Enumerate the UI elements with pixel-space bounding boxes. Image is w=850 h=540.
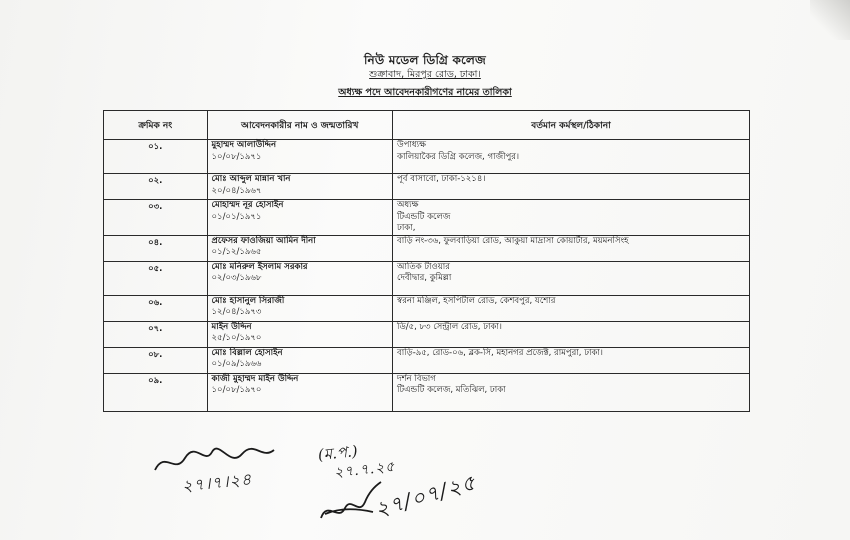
workplace-line: বাড়ি নং-৩৬, ফুলবাড়িয়া রোড, আকুয়া মাদ্রাসা কোয়ার্টার, ময়মনসিংহ bbox=[397, 235, 629, 246]
workplace-line: আতিক টাওয়ার bbox=[397, 261, 450, 272]
row-name-cell bbox=[207, 140, 392, 174]
list-title bbox=[0, 86, 850, 101]
signature-1-date: ২৭।৭।২৪ bbox=[181, 469, 254, 496]
workplace-line: বাড়ি-৯৫, রোড-০৬, ব্লক-সি, মহানগর প্রজেক্ট, রামপুরা, ঢাকা। bbox=[397, 347, 603, 358]
header-place: বর্তমান কর্মস্থল/ঠিকানা bbox=[393, 111, 750, 140]
table-row bbox=[104, 295, 750, 321]
workplace-line: পূর্ব বাসাবো, ঢাকা-১২১৪। bbox=[397, 174, 486, 184]
college-name: নিউ মডেল ডিগ্রি কলেজ bbox=[364, 53, 486, 67]
applicant-name: মোঃ মনিরুল ইসলাম সরকার bbox=[211, 261, 308, 272]
applicant-name: মোঃ বিল্লাল হোসাইন bbox=[211, 347, 283, 358]
applicant-dob: ২০/০৪/১৯৬৭ bbox=[211, 185, 262, 196]
applicant-name: মাইন উদ্দিন bbox=[211, 321, 252, 332]
applicant-dob: ০২/০৩/১৯৬৮ bbox=[211, 273, 262, 283]
table-row bbox=[104, 373, 750, 411]
row-serial: ০৩. bbox=[104, 200, 208, 236]
header-name: আবেদনকারীর নাম ও জন্মতারিখ bbox=[207, 111, 392, 140]
applicant-dob: ১২/০৪/১৯৭৩ bbox=[211, 307, 262, 317]
applicant-name: প্রফেসর ফাওজিয়া আমিন দীনা bbox=[211, 235, 316, 246]
row-serial: ০৫. bbox=[104, 261, 208, 295]
row-serial: ০৭. bbox=[104, 321, 208, 347]
applicant-dob: ২৫/১০/১৯৭০ bbox=[211, 333, 262, 343]
row-place-cell bbox=[393, 373, 750, 411]
table-row bbox=[104, 261, 750, 295]
address-text: শুক্রাবাদ, মিরপুর রোড, ঢাকা। bbox=[369, 69, 481, 80]
header-serial: ক্রমিক নং bbox=[104, 111, 208, 140]
row-place-cell bbox=[393, 200, 750, 236]
applicant-dob: ০১/১২/১৯৬৫ bbox=[211, 247, 262, 257]
signature-2-date: ২৭.৭.২৫ bbox=[333, 458, 397, 482]
workplace-line: টিএন্ডটি কলেজ bbox=[397, 211, 451, 222]
workplace-line: অধ্যক্ষ bbox=[397, 200, 419, 210]
college-address bbox=[0, 68, 850, 83]
row-place-cell bbox=[393, 174, 750, 200]
applicant-dob: ০১/০১/১৯৭১ bbox=[211, 211, 262, 222]
row-name-cell bbox=[207, 200, 392, 236]
row-place-cell bbox=[393, 261, 750, 295]
applicant-dob: ০১/০৯/১৯৬৬ bbox=[211, 359, 262, 369]
table-row bbox=[104, 347, 750, 373]
row-name-cell bbox=[207, 174, 392, 200]
row-name-cell bbox=[207, 373, 392, 411]
table-header-row bbox=[104, 111, 750, 140]
row-name-cell bbox=[207, 347, 392, 373]
row-place-cell bbox=[393, 321, 750, 347]
signature-3-date: ২৭/০৭/২৫ bbox=[372, 470, 479, 522]
row-name-cell bbox=[207, 261, 392, 295]
page-fold-shadow bbox=[810, 0, 850, 40]
row-serial: ০৮. bbox=[104, 347, 208, 373]
workplace-line: টিএন্ডটি কলেজ, মতিঝিল, ঢাকা bbox=[397, 385, 506, 395]
row-name-cell bbox=[207, 295, 392, 321]
workplace-line: উপাধ্যক্ষ bbox=[397, 140, 426, 150]
workplace-line: দেবীদ্বার, কুমিল্লা bbox=[397, 273, 452, 283]
applicant-name: মোহাম্মদ নূর হোসাইন bbox=[211, 200, 284, 210]
row-serial: ০৬. bbox=[104, 295, 208, 321]
row-serial: ০৪. bbox=[104, 235, 208, 261]
applicant-name: মুহাম্মদ আলাউদ্দিন bbox=[211, 140, 277, 150]
applicant-name: মোঃ হাসানুল সিরাজী bbox=[211, 295, 285, 306]
applicant-name: মোঃ আব্দুল মান্নান খান bbox=[211, 174, 291, 184]
row-place-cell bbox=[393, 140, 750, 174]
workplace-line: ঢাকা, bbox=[397, 223, 416, 233]
workplace-line: স্বরনা মঞ্জিল, হসপিটাল রোড, কেশবপুর, যশোর bbox=[397, 295, 556, 306]
row-serial: ০১. bbox=[104, 140, 208, 174]
table-row bbox=[104, 235, 750, 261]
row-serial: ০২. bbox=[104, 174, 208, 200]
workplace-line: দর্শন বিভাগ bbox=[397, 373, 436, 384]
applicant-dob: ১০/০৮/১৯৭১ bbox=[211, 151, 262, 162]
table-row bbox=[104, 321, 750, 347]
workplace-line: ডি/৫, ৮৩ সেন্ট্রাল রোড, ঢাকা। bbox=[397, 321, 502, 332]
table-row bbox=[104, 200, 750, 236]
table-row bbox=[104, 140, 750, 174]
applicant-name: কাজী মুহাম্মদ মাইন উদ্দিন bbox=[211, 373, 299, 384]
signature-2-text: (ম.প.) bbox=[317, 441, 359, 465]
applicant-dob: ১০/০৮/১৯৭০ bbox=[211, 385, 262, 395]
applicants-table bbox=[103, 110, 750, 412]
row-place-cell bbox=[393, 347, 750, 373]
row-place-cell bbox=[393, 295, 750, 321]
row-place-cell bbox=[393, 235, 750, 261]
workplace-line: কালিয়াকৈর ডিগ্রি কলেজ, গাজীপুর। bbox=[397, 151, 520, 162]
table-row bbox=[104, 174, 750, 200]
row-serial: ০৯. bbox=[104, 373, 208, 411]
row-name-cell bbox=[207, 235, 392, 261]
list-title-text: অধ্যক্ষ পদে আবেদনকারীগণের নামের তালিকা bbox=[338, 87, 512, 98]
row-name-cell bbox=[207, 321, 392, 347]
